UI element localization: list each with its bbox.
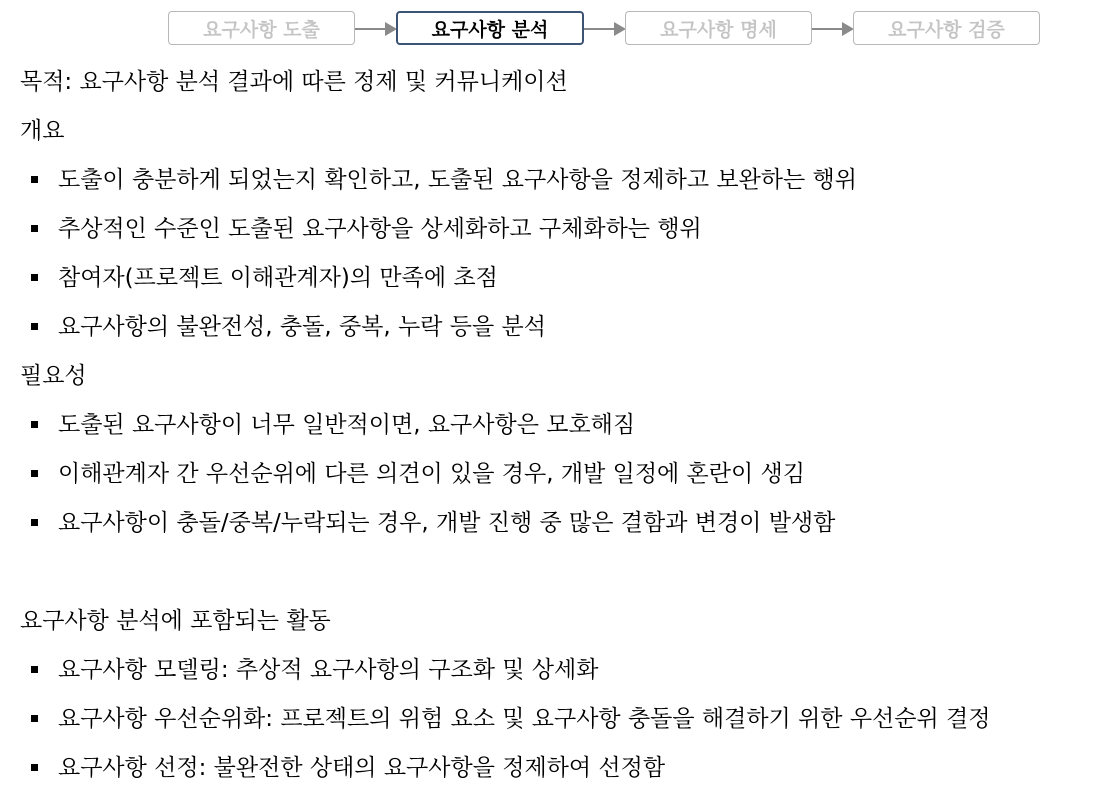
list-item (20, 748, 1100, 797)
list-item-text: 요구사항의 불완전성, 충돌, 중복, 누락 등을 분석 (58, 314, 546, 340)
overview-heading: 개요 (20, 118, 65, 144)
list-item-text: 추상적인 수준인 도출된 요구사항을 상세화하고 구체화하는 행위 (58, 216, 702, 242)
square-bullet-icon (31, 764, 38, 771)
necessity-heading: 필요성 (20, 363, 87, 389)
step-label: 요구사항 검증 (888, 18, 1005, 41)
list-item (20, 258, 1100, 307)
square-bullet-icon (31, 323, 38, 330)
square-bullet-icon (31, 470, 38, 477)
list-item-text: 요구사항 우선순위화: 프로젝트의 위험 요소 및 요구사항 충돌을 해결하기 위한 우선순위 결정 (58, 706, 991, 732)
spacer (20, 552, 1100, 601)
list-item-text: 요구사항이 충돌/중복/누락되는 경우, 개발 진행 중 많은 결함과 변경이 발생함 (58, 510, 836, 536)
arrow-right-icon (812, 28, 852, 30)
arrow-right-icon (584, 28, 624, 30)
purpose-text: 목적: 요구사항 분석 결과에 따른 정제 및 커뮤니케이션 (20, 69, 568, 95)
square-bullet-icon (31, 421, 38, 428)
list-item-text: 도출된 요구사항이 너무 일반적이면, 요구사항은 모호해짐 (58, 412, 636, 438)
step-elicitation (168, 11, 355, 45)
list-item (20, 699, 1100, 748)
list-item-text: 요구사항 모델링: 추상적 요구사항의 구조화 및 상세화 (58, 657, 599, 683)
step-validation (853, 11, 1040, 45)
list-item (20, 209, 1100, 258)
list-item (20, 307, 1100, 356)
list-item (20, 405, 1100, 454)
list-item (20, 503, 1100, 552)
process-flow (0, 11, 1106, 49)
step-label: 요구사항 도출 (203, 18, 320, 41)
square-bullet-icon (31, 225, 38, 232)
list-item-text: 참여자(프로젝트 이해관계자)의 만족에 초점 (58, 265, 498, 291)
list-item-text: 이해관계자 간 우선순위에 다른 의견이 있을 경우, 개발 일정에 혼란이 생김 (58, 461, 805, 487)
square-bullet-icon (31, 176, 38, 183)
activities-heading: 요구사항 분석에 포함되는 활동 (20, 608, 331, 634)
slide-body (20, 62, 1100, 797)
arrow-right-icon (355, 28, 395, 30)
step-label: 요구사항 명세 (660, 18, 777, 41)
square-bullet-icon (31, 715, 38, 722)
list-item-text: 요구사항 선정: 불완전한 상태의 요구사항을 정제하여 선정함 (58, 755, 666, 781)
square-bullet-icon (31, 666, 38, 673)
step-analysis (396, 11, 584, 45)
list-item (20, 160, 1100, 209)
list-item (20, 650, 1100, 699)
square-bullet-icon (31, 274, 38, 281)
step-label: 요구사항 분석 (431, 18, 549, 41)
list-item (20, 454, 1100, 503)
list-item-text: 도출이 충분하게 되었는지 확인하고, 도출된 요구사항을 정제하고 보완하는 행위 (58, 167, 857, 193)
square-bullet-icon (31, 519, 38, 526)
step-specification (625, 11, 812, 45)
